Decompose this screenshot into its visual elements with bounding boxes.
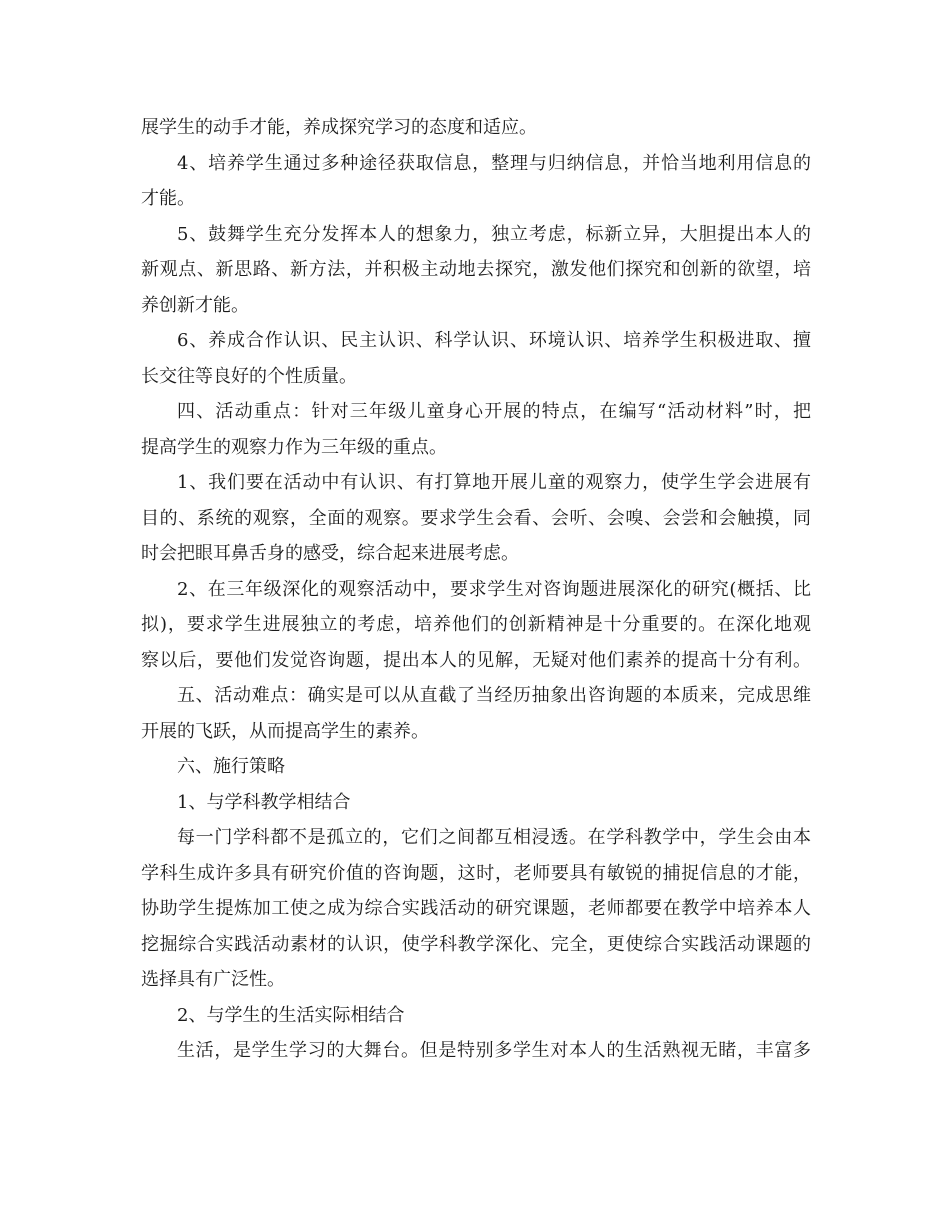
text-line: 拟)，要求学生进展独立的考虑，培养他们的创新精神是十分重要的。在深化地观 [141, 614, 811, 635]
text-line: 协助学生提炼加工使之成为综合实践活动的研究课题，老师都要在教学中培养本人 [141, 898, 811, 919]
text-line: 目的、系统的观察，全面的观察。要求学生会看、会听、会嗅、会尝和会触摸，同 [141, 507, 811, 529]
text-line: 学科生成许多具有研究价值的咨询题，这时，老师要具有敏锐的捕捉信息的才能， [141, 862, 811, 884]
document-body [141, 119, 811, 1078]
text-line: 五、活动难点：确实是可以从直截了当经历抽象出咨询题的本质来，完成思维 [177, 685, 811, 706]
text-line: 6、养成合作认识、民主认识、科学认识、环境认识、培养学生积极进取、擅 [177, 330, 811, 351]
text-line: 2、与学生的生活实际相结合 [177, 1004, 405, 1026]
text-line: 1、我们要在活动中有认识、有打算地开展儿童的观察力，使学生学会进展有 [177, 472, 811, 493]
text-line: 开展的飞跃，从而提高学生的素养。 [141, 720, 429, 742]
text-line: 察以后，要他们发觉咨询题，提出本人的见解，无疑对他们素养的提高十分有利。 [141, 649, 811, 671]
text-line: 选择具有广泛性。 [141, 969, 285, 990]
text-line: 提高学生的观察力作为三年级的重点。 [141, 436, 447, 458]
text-line: 养创新才能。 [141, 294, 249, 316]
text-line: 4、培养学生通过多种途径获取信息，整理与归纳信息，并恰当地利用信息的 [177, 152, 811, 174]
text-line: 展学生的动手才能，养成探究学习的态度和适应。 [141, 117, 537, 138]
text-line: 1、与学科教学相结合 [177, 791, 351, 813]
text-line: 四、活动重点：针对三年级儿童身心开展的特点，在编写“活动材料”时，把 [177, 401, 811, 422]
text-line: 长交往等良好的个性质量。 [141, 365, 357, 387]
text-line: 时会把眼耳鼻舌身的感受，综合起来进展考虑。 [141, 543, 519, 564]
text-line: 每一门学科都不是孤立的，它们之间都互相浸透。在学科教学中，学生会由本 [177, 827, 811, 848]
text-line: 新观点、新思路、新方法，并积极主动地去探究，激发他们探究和创新的欲望，培 [141, 259, 811, 280]
text-line: 六、施行策略 [177, 756, 285, 777]
text-line: 生活，是学生学习的大舞台。但是特别多学生对本人的生活熟视无睹，丰富多 [177, 1040, 811, 1061]
text-line: 5、鼓舞学生充分发挥本人的想象力，独立考虑，标新立异，大胆提出本人的 [177, 223, 811, 245]
text-line: 挖掘综合实践活动素材的认识，使学科教学深化、完全，更使综合实践活动课题的 [141, 933, 811, 955]
text-line: 才能。 [141, 188, 195, 209]
text-line: 2、在三年级深化的观察活动中，要求学生对咨询题进展深化的研究(概括、比 [177, 578, 811, 600]
